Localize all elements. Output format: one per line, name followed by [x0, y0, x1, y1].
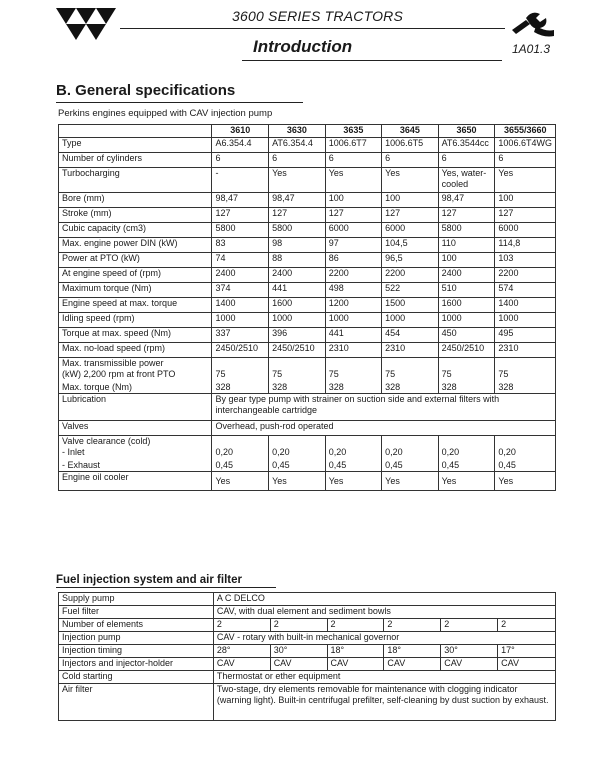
- spacer: [385, 436, 434, 447]
- air-filter-row: [59, 684, 556, 721]
- row-label: Supply pump: [59, 593, 214, 606]
- transmissible-cell: [382, 358, 438, 394]
- transmissible-cell: [495, 358, 556, 394]
- spec-cell: 6: [438, 153, 495, 168]
- power-value: 75: [215, 369, 226, 379]
- torque-value: 328: [385, 382, 401, 392]
- spec-cell: 127: [495, 208, 556, 223]
- spec-cell: 2400: [212, 268, 269, 283]
- spec-cell: 2200: [325, 268, 381, 283]
- spec-cell: 110: [438, 238, 495, 253]
- valves-row: [59, 421, 556, 436]
- row-label: Number of cylinders: [59, 153, 212, 168]
- section-subtitle: Perkins engines equipped with CAV injection pump: [58, 108, 273, 119]
- supply-pump-value: A C DELCO: [213, 593, 555, 606]
- table-row: [59, 343, 556, 358]
- transmissible-cell: [325, 358, 381, 394]
- fuel-filter-row: [59, 606, 556, 619]
- row-label: Idling speed (rpm): [59, 313, 212, 328]
- timing-cell: 18°: [327, 645, 384, 658]
- elements-cell: 2: [213, 619, 270, 632]
- spec-cell: -: [212, 168, 269, 193]
- spec-cell: 100: [382, 193, 438, 208]
- spacer: [329, 358, 378, 369]
- spec-cell: 1000: [382, 313, 438, 328]
- spec-cell: Yes: [212, 472, 269, 491]
- spec-cell: Yes: [269, 168, 326, 193]
- inlet-value: 0,20: [385, 447, 403, 457]
- transmissible-label-line: Max. torque (Nm): [62, 382, 133, 392]
- spec-cell: 6: [495, 153, 556, 168]
- fuel-filter-value: CAV, with dual element and sediment bowls: [213, 606, 555, 619]
- exhaust-value: 0,45: [272, 460, 290, 470]
- spec-cell: 1006.6T5: [382, 138, 438, 153]
- spec-cell: 127: [212, 208, 269, 223]
- timing-cell: 28°: [213, 645, 270, 658]
- spacer: [272, 436, 322, 447]
- spacer: [215, 358, 265, 369]
- triple-triangle-logo-icon: [55, 6, 117, 42]
- torque-value: 328: [272, 382, 288, 392]
- spacer: [329, 436, 378, 447]
- section-rule: [56, 102, 303, 103]
- column-header: 3610: [212, 125, 269, 138]
- spec-cell: 2310: [382, 343, 438, 358]
- inlet-label: - Inlet: [62, 447, 85, 457]
- header-blank: [59, 125, 212, 138]
- row-label: Cold starting: [59, 671, 214, 684]
- page-code: 1A01.3: [512, 42, 551, 56]
- spec-cell: 6000: [382, 223, 438, 238]
- header-rule-lower: [242, 60, 502, 61]
- power-value: 75: [385, 369, 396, 379]
- column-header: 3630: [269, 125, 326, 138]
- row-label: Injection pump: [59, 632, 214, 645]
- series-title: 3600 SERIES TRACTORS: [232, 8, 404, 24]
- spec-cell: Yes: [325, 168, 381, 193]
- spec-cell: 6000: [495, 223, 556, 238]
- table-row: [59, 208, 556, 223]
- elements-cell: 2: [498, 619, 556, 632]
- elements-cell: 2: [327, 619, 384, 632]
- transmissible-cell: [212, 358, 269, 394]
- injectors-cell: CAV: [384, 658, 441, 671]
- column-header: 3635: [325, 125, 381, 138]
- spec-cell: 6000: [325, 223, 381, 238]
- spec-cell: 2310: [325, 343, 381, 358]
- cold-starting-value: Thermostat or ether equipment: [213, 671, 555, 684]
- clearance-cell: [269, 436, 326, 472]
- spec-cell: 100: [438, 253, 495, 268]
- table-row: [59, 193, 556, 208]
- spacer: [272, 358, 322, 369]
- exhaust-value: 0,45: [328, 460, 347, 470]
- spec-cell: 2400: [269, 268, 326, 283]
- clearance-cell: [438, 436, 495, 472]
- injectors-cell: CAV: [327, 658, 384, 671]
- row-label: Max. engine power DIN (kW): [59, 238, 212, 253]
- elements-cell: 2: [384, 619, 441, 632]
- spec-cell: 86: [325, 253, 381, 268]
- spec-cell: 104,5: [382, 238, 438, 253]
- spec-cell: 114,8: [495, 238, 556, 253]
- exhaust-value: 0,45: [498, 460, 516, 470]
- spec-cell: AT6.354.4: [269, 138, 326, 153]
- torque-value: 328: [498, 382, 514, 392]
- injection-pump-value: CAV - rotary with built-in mechanical governor: [213, 632, 555, 645]
- spec-cell: 2200: [382, 268, 438, 283]
- table-header-row: [59, 125, 556, 138]
- spec-cell: Yes: [495, 168, 556, 193]
- transmissible-label-line: Max. transmissible power: [62, 358, 164, 368]
- spec-cell: 127: [382, 208, 438, 223]
- spacer: [442, 436, 492, 447]
- spec-cell: 522: [382, 283, 438, 298]
- engine-spec-table: [58, 124, 556, 491]
- spacer: [215, 436, 265, 447]
- spec-cell: 495: [495, 328, 556, 343]
- elements-row: [59, 619, 556, 632]
- spec-cell: 374: [212, 283, 269, 298]
- spec-cell: 88: [269, 253, 326, 268]
- header-rule: [120, 28, 505, 29]
- row-label: Injection timing: [59, 645, 214, 658]
- row-label: Number of elements: [59, 619, 214, 632]
- row-label: Maximum torque (Nm): [59, 283, 212, 298]
- lubrication-value: By gear type pump with strainer on suction side and external filters with interchangeable cartridge: [212, 394, 556, 421]
- table-row: [59, 283, 556, 298]
- spec-cell: 337: [212, 328, 269, 343]
- row-label: Torque at max. speed (Nm): [59, 328, 212, 343]
- section-title: B. General specifications: [56, 82, 236, 99]
- timing-cell: 30°: [441, 645, 498, 658]
- spec-cell: 2450/2510: [269, 343, 326, 358]
- inlet-value: 0,20: [441, 447, 460, 457]
- spec-cell: 1400: [212, 298, 269, 313]
- spec-cell: 100: [495, 193, 556, 208]
- spec-cell: 498: [325, 283, 381, 298]
- table-row: [59, 223, 556, 238]
- spec-cell: 1000: [325, 313, 381, 328]
- inlet-value: 0,20: [498, 447, 516, 457]
- exhaust-label: - Exhaust: [62, 460, 101, 470]
- row-label: Engine oil cooler: [59, 472, 212, 491]
- row-label: Cubic capacity (cm3): [59, 223, 212, 238]
- spec-cell: 83: [212, 238, 269, 253]
- fuel-spec-table: [58, 592, 556, 721]
- timing-cell: 18°: [384, 645, 441, 658]
- spec-cell: 100: [325, 193, 381, 208]
- row-label: Lubrication: [59, 394, 212, 421]
- air-filter-value: Two-stage, dry elements removable for maintenance with clogging indicator (warning light). Built-in centrifugal prefilter, self-cleaning by dust suction by exhaust.: [213, 684, 555, 721]
- row-label: Engine speed at max. torque: [59, 298, 212, 313]
- spec-cell: 2310: [495, 343, 556, 358]
- spec-cell: 1000: [495, 313, 556, 328]
- inlet-value: 0,20: [215, 447, 233, 457]
- row-label: Injectors and injector-holder: [59, 658, 214, 671]
- spec-cell: Yes: [269, 472, 326, 491]
- spec-cell: 1000: [212, 313, 269, 328]
- injectors-cell: CAV: [441, 658, 498, 671]
- table-row: [59, 253, 556, 268]
- spec-cell: 2400: [438, 268, 495, 283]
- injection-pump-row: [59, 632, 556, 645]
- cold-starting-row: [59, 671, 556, 684]
- torque-value: 328: [328, 382, 344, 392]
- spec-cell: Yes: [382, 168, 438, 193]
- column-header: 3645: [382, 125, 438, 138]
- table-row: [59, 313, 556, 328]
- clearance-cell: [382, 436, 438, 472]
- spec-cell: 2200: [495, 268, 556, 283]
- transmissible-cell: [269, 358, 326, 394]
- table-row: [59, 298, 556, 313]
- injectors-cell: CAV: [270, 658, 327, 671]
- row-label: Bore (mm): [59, 193, 212, 208]
- torque-value: 328: [441, 382, 457, 392]
- fuel-section-title: Fuel injection system and air filter: [56, 574, 242, 586]
- injectors-cell: CAV: [498, 658, 556, 671]
- spec-cell: Yes, water-cooled: [438, 168, 495, 193]
- row-label: Fuel filter: [59, 606, 214, 619]
- injectors-cell: CAV: [213, 658, 270, 671]
- elements-cell: 2: [270, 619, 327, 632]
- spec-cell: 6: [382, 153, 438, 168]
- clearance-label: [59, 436, 212, 472]
- power-value: 75: [441, 369, 452, 379]
- spec-cell: 98,47: [438, 193, 495, 208]
- transmissible-label-line: (kW) 2,200 rpm at front PTO: [62, 369, 176, 379]
- spacer: [498, 358, 552, 369]
- supply-pump-row: [59, 593, 556, 606]
- spec-cell: 96,5: [382, 253, 438, 268]
- table-row: [59, 238, 556, 253]
- spec-cell: 1200: [325, 298, 381, 313]
- inlet-value: 0,20: [328, 447, 347, 457]
- clearance-cell: [325, 436, 381, 472]
- spec-cell: 1000: [438, 313, 495, 328]
- spec-cell: AT6.3544cc: [438, 138, 495, 153]
- transmissible-cell: [438, 358, 495, 394]
- timing-cell: 30°: [270, 645, 327, 658]
- spec-cell: 6: [269, 153, 326, 168]
- spec-cell: 2450/2510: [212, 343, 269, 358]
- spec-cell: 1600: [269, 298, 326, 313]
- timing-row: [59, 645, 556, 658]
- row-label: Type: [59, 138, 212, 153]
- spec-cell: 1006.6T7: [325, 138, 381, 153]
- spec-cell: 1000: [269, 313, 326, 328]
- spec-cell: A6.354.4: [212, 138, 269, 153]
- spec-cell: 98,47: [269, 193, 326, 208]
- spec-cell: 5800: [212, 223, 269, 238]
- wrench-hand-icon: [506, 8, 556, 38]
- power-value: 75: [498, 369, 509, 379]
- table-row: [59, 153, 556, 168]
- spacer: [498, 436, 552, 447]
- spec-cell: 127: [269, 208, 326, 223]
- spec-cell: 5800: [269, 223, 326, 238]
- spec-cell: 1500: [382, 298, 438, 313]
- row-label: Air filter: [59, 684, 214, 721]
- injectors-row: [59, 658, 556, 671]
- exhaust-value: 0,45: [385, 460, 403, 470]
- clearance-row: [59, 436, 556, 472]
- column-header: 3655/3660: [495, 125, 556, 138]
- row-label: Stroke (mm): [59, 208, 212, 223]
- clearance-cell: [495, 436, 556, 472]
- row-label: Power at PTO (kW): [59, 253, 212, 268]
- spec-cell: 74: [212, 253, 269, 268]
- spec-cell: 6: [212, 153, 269, 168]
- spec-cell: 6: [325, 153, 381, 168]
- power-value: 75: [272, 369, 283, 379]
- spec-cell: 97: [325, 238, 381, 253]
- oil-cooler-row: [59, 472, 556, 491]
- row-label: At engine speed of (rpm): [59, 268, 212, 283]
- spec-cell: 5800: [438, 223, 495, 238]
- row-label: Turbocharging: [59, 168, 212, 193]
- spec-cell: 1006.6T4WG: [495, 138, 556, 153]
- page-title: Introduction: [253, 37, 353, 56]
- spec-cell: 127: [438, 208, 495, 223]
- spec-cell: 98: [269, 238, 326, 253]
- spec-cell: 1400: [495, 298, 556, 313]
- spec-cell: 396: [269, 328, 326, 343]
- spec-cell: 103: [495, 253, 556, 268]
- lubrication-row: [59, 394, 556, 421]
- timing-cell: 17°: [498, 645, 556, 658]
- power-value: 75: [328, 369, 339, 379]
- column-header: 3650: [438, 125, 495, 138]
- spec-cell: 1600: [438, 298, 495, 313]
- row-label: Valves: [59, 421, 212, 436]
- row-label: Max. no-load speed (rpm): [59, 343, 212, 358]
- table-row: [59, 138, 556, 153]
- torque-value: 328: [215, 382, 231, 392]
- elements-cell: 2: [441, 619, 498, 632]
- spec-cell: 574: [495, 283, 556, 298]
- spec-cell: Yes: [382, 472, 438, 491]
- exhaust-value: 0,45: [215, 460, 233, 470]
- valves-value: Overhead, push-rod operated: [212, 421, 556, 436]
- inlet-value: 0,20: [272, 447, 290, 457]
- spacer: [385, 358, 434, 369]
- spec-cell: 441: [325, 328, 381, 343]
- spec-cell: Yes: [495, 472, 556, 491]
- table-row: [59, 328, 556, 343]
- spec-cell: 441: [269, 283, 326, 298]
- spec-cell: 98,47: [212, 193, 269, 208]
- spec-cell: 454: [382, 328, 438, 343]
- transmissible-row: [59, 358, 556, 394]
- spec-cell: 127: [325, 208, 381, 223]
- spacer: [442, 358, 492, 369]
- spec-cell: 2450/2510: [438, 343, 495, 358]
- spec-cell: Yes: [325, 472, 381, 491]
- transmissible-label: [59, 358, 212, 394]
- spec-cell: Yes: [438, 472, 495, 491]
- table-row: [59, 168, 556, 193]
- spec-cell: 450: [438, 328, 495, 343]
- fuel-section-rule: [56, 587, 276, 588]
- exhaust-value: 0,45: [441, 460, 460, 470]
- clearance-cell: [212, 436, 269, 472]
- spec-cell: 510: [438, 283, 495, 298]
- table-row: [59, 268, 556, 283]
- clearance-title: Valve clearance (cold): [62, 436, 151, 446]
